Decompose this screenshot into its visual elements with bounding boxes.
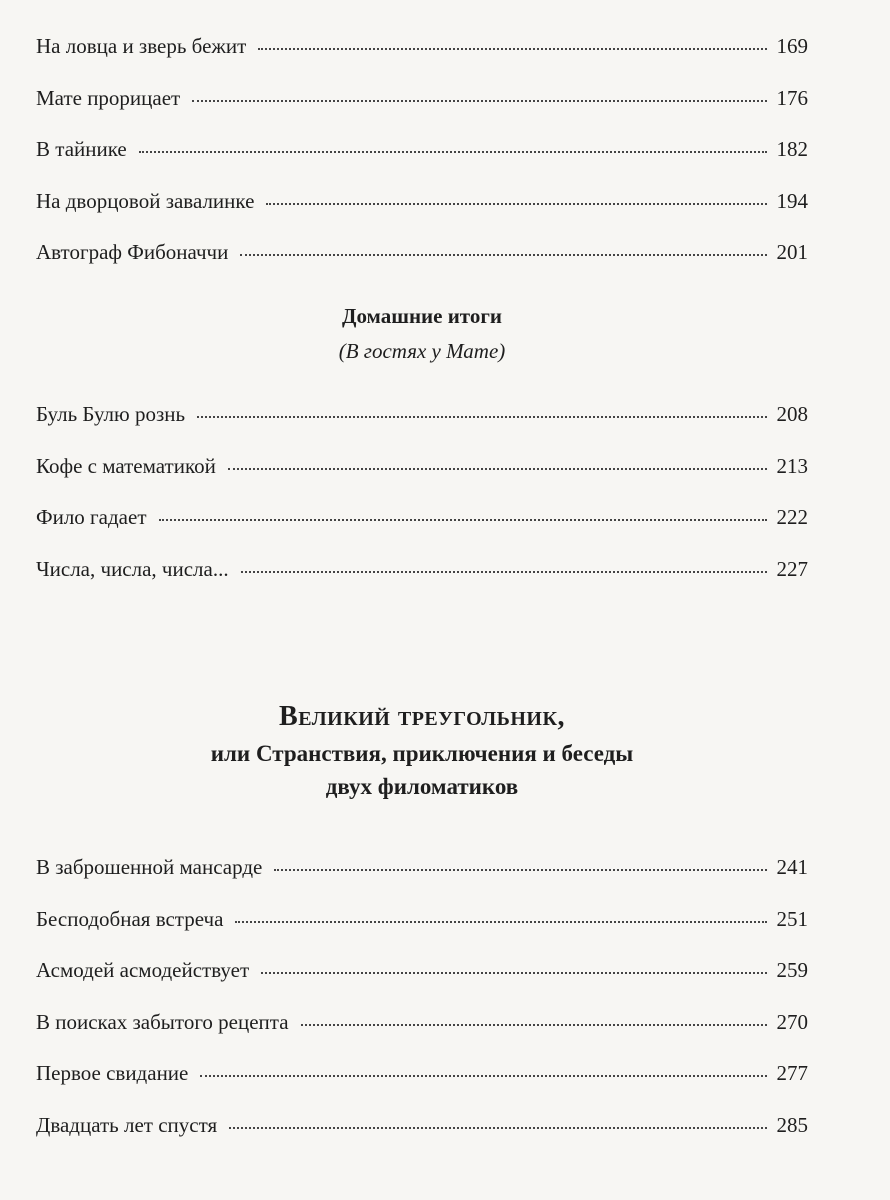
toc-entry [36, 188, 808, 243]
toc-leader-dots [258, 48, 766, 50]
toc-group-3 [36, 857, 808, 1166]
toc-entry-page: 169 [776, 34, 808, 58]
toc-entry [36, 1009, 808, 1064]
toc-group-2 [36, 404, 808, 610]
toc-group-1 [36, 36, 808, 294]
toc-leader-dots [266, 203, 766, 205]
toc-entry-page: 222 [776, 505, 808, 529]
toc-leader-dots [241, 571, 767, 573]
toc-leader-dots [228, 468, 767, 470]
toc-entry-page: 213 [776, 453, 808, 478]
toc-entry-title: В поисках забытого рецепта [36, 1009, 289, 1034]
toc-leader-dots [261, 972, 766, 974]
section-heading-great-triangle [36, 703, 808, 798]
toc-entry [36, 507, 808, 559]
toc-entry-page: 194 [776, 188, 808, 213]
toc-leader-dots [197, 416, 766, 418]
toc-entry-page: 285 [776, 1112, 808, 1137]
toc-entry [36, 85, 808, 140]
toc-entry-page: 176 [776, 85, 808, 110]
toc-entry-page: 227 [776, 556, 808, 581]
toc-entry-title: Автограф Фибоначчи [36, 240, 229, 264]
toc-entry [36, 242, 808, 294]
toc-entry [36, 1063, 808, 1115]
toc-entry-title: Двадцать лет спустя [36, 1112, 218, 1137]
toc-entry-page: 251 [776, 906, 808, 931]
toc-entry-page: 241 [776, 855, 808, 879]
toc-entry-title: В тайнике [36, 137, 127, 161]
toc-leader-dots [200, 1075, 766, 1077]
toc-entry-page: 270 [776, 1009, 808, 1034]
toc-leader-dots [229, 1127, 766, 1129]
toc-entry-page: 182 [776, 137, 808, 161]
toc-entry-title: Буль Булю рознь [36, 402, 186, 426]
toc-entry-title: В заброшенной мансарде [36, 855, 263, 879]
section-subtitle-line1: или Странствия, приключения и беседы [210, 741, 634, 766]
section-subtitle: (В гостях у Мате) [338, 339, 506, 363]
toc-leader-dots [235, 921, 766, 923]
toc-entry-title: Кофе с математикой [36, 453, 216, 478]
toc-entry [36, 857, 808, 909]
toc-entry [36, 453, 808, 508]
toc-entry-title: Фило гадает [36, 505, 147, 529]
toc-entry-title: Числа, числа, числа... [36, 556, 229, 581]
toc-entry [36, 556, 808, 611]
toc-entry-title: Бесподобная встреча [36, 906, 224, 931]
toc-entry-title: На ловца и зверь бежит [36, 34, 247, 58]
section-subtitle-line2: двух филоматиков [325, 774, 519, 799]
section-title: Великий треугольник, [279, 701, 565, 732]
toc-entry [36, 36, 808, 88]
toc-entry-page: 208 [776, 402, 808, 426]
toc-entry-page: 259 [776, 958, 808, 982]
toc-entry [36, 1112, 808, 1167]
toc-leader-dots [192, 100, 766, 102]
toc-entry-title: Мате прорицает [36, 85, 181, 110]
section-heading-home-results [36, 306, 808, 362]
toc-entry [36, 404, 808, 456]
toc-entry-title: Первое свидание [36, 1061, 189, 1085]
toc-leader-dots [240, 254, 766, 256]
toc-leader-dots [159, 519, 767, 521]
section-title: Домашние итоги [342, 304, 502, 328]
toc-entry [36, 139, 808, 191]
toc-leader-dots [139, 151, 767, 153]
toc-entry-page: 277 [776, 1061, 808, 1085]
toc-leader-dots [301, 1024, 767, 1026]
toc-entry-page: 201 [776, 240, 808, 264]
toc-entry-title: На дворцовой завалинке [36, 188, 255, 213]
toc-leader-dots [274, 869, 766, 871]
toc-entry-title: Асмодей асмодействует [36, 958, 250, 982]
toc-entry [36, 960, 808, 1012]
toc-entry [36, 906, 808, 961]
